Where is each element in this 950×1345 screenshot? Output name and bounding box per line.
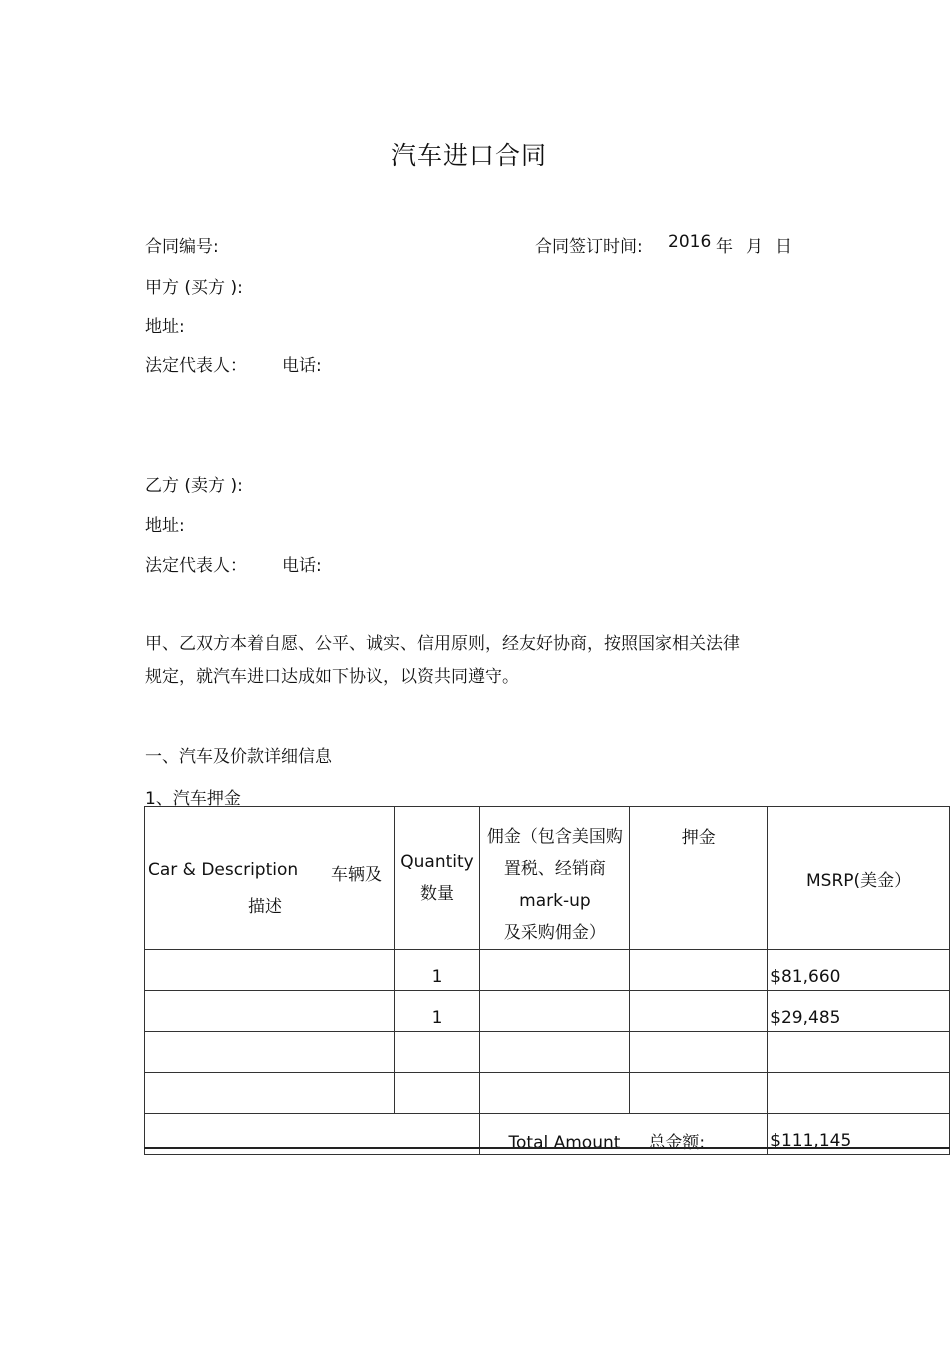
header-comm-line-3: mark-up [519, 891, 591, 911]
table-row [145, 950, 950, 991]
section-subheading: 1、汽车押金 [145, 789, 241, 809]
cell-deposit [630, 991, 768, 1032]
table-row [145, 991, 950, 1032]
party-a-address-label: 地址: [145, 317, 185, 337]
header-car-description [145, 807, 395, 950]
header-comm-line-4: 及采购佣金） [503, 923, 606, 943]
header-comm-line-1: 佣金（包含美国购 [486, 827, 623, 847]
cell-msrp [768, 1073, 950, 1114]
cell-quantity [394, 1073, 480, 1114]
car-deposit-table [144, 806, 950, 1155]
cell-msrp [768, 1032, 950, 1073]
year-char: 年 [716, 237, 733, 257]
preamble [145, 628, 740, 694]
table-bottom-rule [144, 1147, 950, 1149]
cell-car [145, 1032, 395, 1073]
cell-msrp: $81,660 [768, 950, 950, 991]
contract-number-label: 合同编号: [145, 237, 219, 257]
party-a-name-label: 甲方 (买方 ): [145, 278, 243, 298]
header-qty-en: Quantity [400, 852, 474, 872]
total-label-en: Total Amount [508, 1133, 621, 1153]
month-char: 月 [746, 237, 763, 257]
preamble-line-1: 甲、乙双方本着自愿、公平、诚实、信用原则，经友好协商，按照国家相关法律 [145, 634, 740, 654]
table-row [145, 1073, 950, 1114]
sign-date-label: 合同签订时间: [535, 237, 643, 257]
cell-commission [480, 950, 630, 991]
cell-commission [480, 1073, 630, 1114]
party-a-rep-label: 法定代表人： [145, 356, 247, 376]
total-label-zh: 总金额: [648, 1133, 706, 1153]
cell-quantity: 1 [394, 991, 480, 1032]
header-deposit: 押金 [630, 807, 768, 950]
party-b-address-label: 地址: [145, 516, 185, 536]
cell-car [145, 1073, 395, 1114]
cell-deposit [630, 1032, 768, 1073]
party-b-name-label: 乙方 (卖方 ): [145, 476, 243, 496]
cell-quantity: 1 [394, 950, 480, 991]
header-commission [480, 807, 630, 950]
header-qty-zh: 数量 [420, 884, 454, 904]
day-char: 日 [775, 237, 792, 257]
cell-car [145, 950, 395, 991]
cell-commission [480, 1032, 630, 1073]
table-header-row [145, 807, 950, 950]
document-title: 汽车进口合同 [390, 141, 547, 170]
table-row [145, 1032, 950, 1073]
header-car-zh-1: 车辆及 [331, 865, 382, 885]
cell-commission [480, 991, 630, 1032]
header-msrp: MSRP(美金） [768, 807, 950, 950]
party-b-rep-label: 法定代表人： [145, 556, 247, 576]
section-heading: 一、汽车及价款详细信息 [145, 747, 332, 767]
header-quantity [394, 807, 480, 950]
cell-msrp: $29,485 [768, 991, 950, 1032]
sign-year: 2016 [668, 232, 712, 252]
cell-deposit [630, 1073, 768, 1114]
party-b-phone-label: 电话: [282, 556, 322, 576]
cell-deposit [630, 950, 768, 991]
party-a-phone-label: 电话: [282, 356, 322, 376]
cell-car [145, 991, 395, 1032]
preamble-line-2: 规定，就汽车进口达成如下协议，以资共同遵守。 [145, 667, 519, 687]
header-car-zh-2: 描述 [248, 897, 282, 917]
total-value: $111,145 [768, 1114, 950, 1155]
header-comm-line-2: 置税、经销商 [503, 859, 606, 879]
header-car-en: Car & Description [148, 860, 299, 880]
cell-quantity [394, 1032, 480, 1073]
